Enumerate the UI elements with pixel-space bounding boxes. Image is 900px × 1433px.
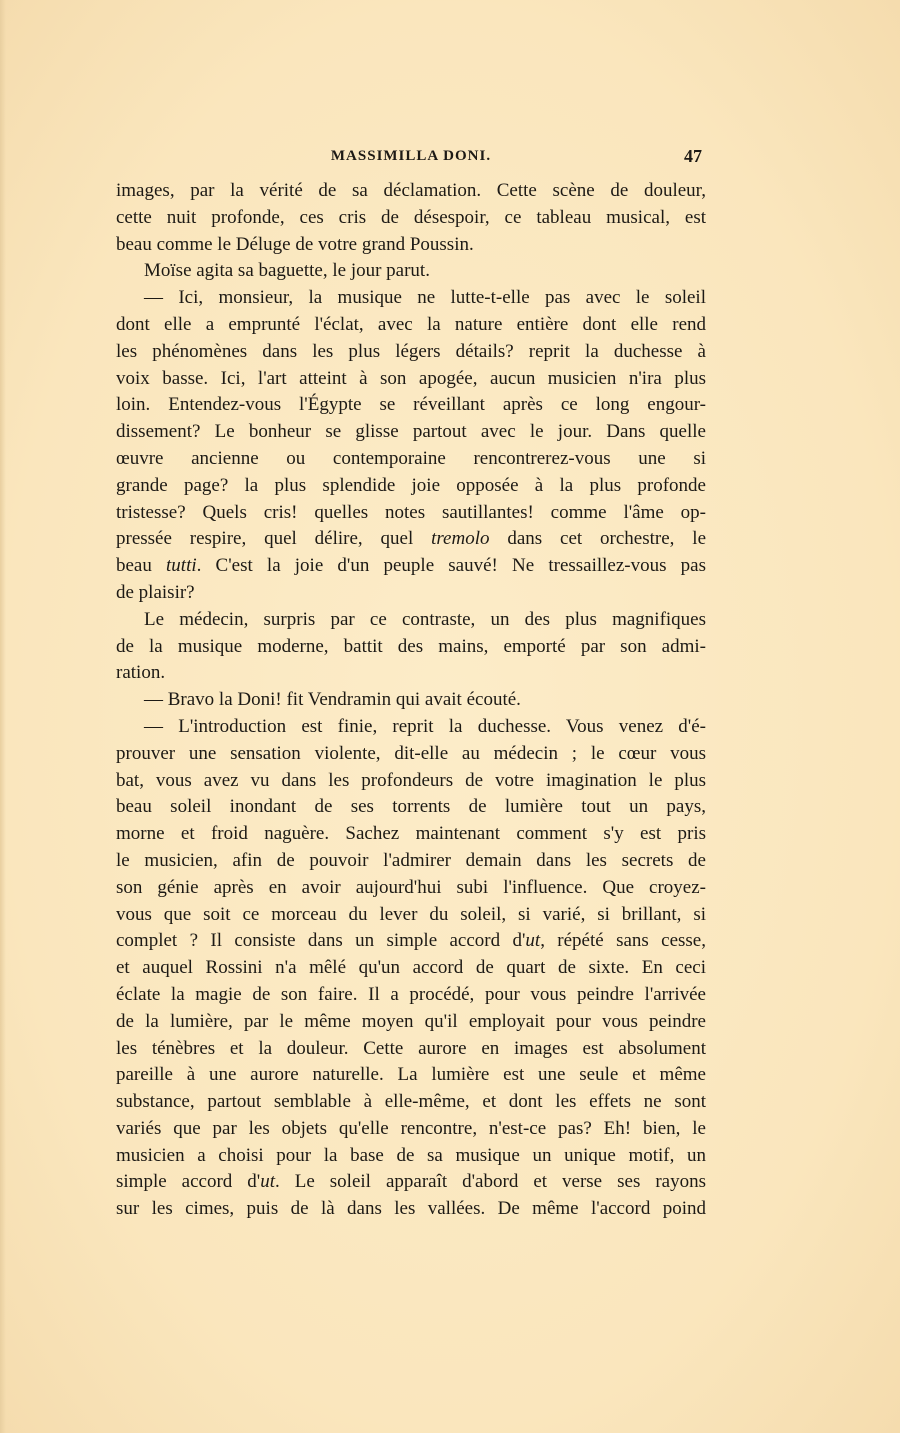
text-line: de la lumière, par le même moyen qu'il employait pour vous peindre: [116, 1010, 706, 1032]
text-line: dont elle a emprunté l'éclat, avec la nature entière dont elle rend: [116, 313, 706, 335]
text-line: [116, 928, 706, 955]
text-line: — Ici, monsieur, la musique ne lutte-t-elle pas avec le soleil: [144, 287, 706, 309]
text-line: musicien a choisi pour la base de sa musique un unique motif, un: [116, 1144, 706, 1166]
text-line: [116, 526, 706, 553]
text-line: cette nuit profonde, ces cris de désespoir, ce tableau musical, est: [116, 206, 706, 228]
text-line: bat, vous avez vu dans les profondeurs de votre imagination le plus: [116, 769, 706, 791]
text-line: variés que par les objets qu'elle rencontre, n'est-ce pas? Eh! bien, le: [116, 1117, 706, 1139]
italic-text: ut: [525, 930, 541, 952]
italic-text: tutti: [166, 555, 197, 577]
text-span: , répété sans cesse,: [540, 930, 706, 952]
text-line: grande page? la plus splendide joie opposée à la plus profonde: [116, 474, 706, 496]
text-line: [116, 553, 706, 580]
text-span: beau: [116, 555, 167, 577]
text-span: . C'est la joie d'un peuple sauvé! Ne tressaillez-vous pas: [196, 555, 706, 577]
body-text: [116, 178, 706, 1223]
text-line: prouver une sensation violente, dit-elle au médecin ; le cœur vous: [116, 742, 706, 764]
text-line: Le médecin, surpris par ce contraste, un des plus magnifiques: [144, 608, 706, 630]
text-line: les ténèbres et la douleur. Cette aurore en images est absolument: [116, 1037, 706, 1059]
text-line: pareille à une aurore naturelle. La lumière est une seule et même: [116, 1064, 706, 1086]
text-line: vous que soit ce morceau du lever du soleil, si varié, si brillant, si: [116, 903, 706, 925]
page-edge-shadow: [0, 0, 6, 1433]
text-line: beau comme le Déluge de votre grand Poussin.: [116, 233, 474, 255]
text-line: son génie après en avoir aujourd'hui subi l'influence. Que croyez-: [116, 876, 706, 898]
text-line: le musicien, afin de pouvoir l'admirer demain dans les secrets de: [116, 849, 706, 871]
text-span: . Le soleil apparaît d'abord et verse ses rayons: [275, 1171, 706, 1193]
italic-text: tremolo: [431, 528, 490, 550]
text-span: pressée respire, quel délire, quel: [116, 528, 432, 550]
text-line: tristesse? Quels cris! quelles notes sautillantes! comme l'âme op-: [116, 501, 706, 523]
text-line: dissement? Le bonheur se glisse partout avec le jour. Dans quelle: [116, 421, 706, 443]
running-head: [116, 146, 706, 170]
text-span: dans cet orchestre, le: [489, 528, 706, 550]
text-span: simple accord d': [116, 1171, 261, 1193]
text-line: Moïse agita sa baguette, le jour parut.: [144, 260, 430, 282]
text-line: morne et froid naguère. Sachez maintenant comment s'y est pris: [116, 823, 706, 845]
text-line: sur les cimes, puis de là dans les vallées. De même l'accord poind: [116, 1198, 706, 1220]
text-line: voix basse. Ici, l'art atteint à son apogée, aucun musicien n'ira plus: [116, 367, 706, 389]
italic-text: ut: [260, 1171, 275, 1193]
text-line: éclate la magie de son faire. Il a procédé, pour vous peindre l'arrivée: [116, 983, 706, 1005]
text-line: [116, 1169, 706, 1196]
page-number: 47: [684, 146, 702, 166]
text-line: — L'introduction est finie, reprit la duchesse. Vous venez d'é-: [144, 715, 706, 737]
running-title: MASSIMILLA DONI.: [330, 148, 492, 164]
text-span: complet ? Il consiste dans un simple accord d': [116, 930, 526, 952]
text-line: les phénomènes dans les plus légers détails? reprit la duchesse à: [116, 340, 706, 362]
text-line: — Bravo la Doni! fit Vendramin qui avait écouté.: [144, 689, 521, 711]
text-line: œuvre ancienne ou contemporaine rencontrerez-vous une si: [116, 447, 706, 469]
text-line: loin. Entendez-vous l'Égypte se réveillant après ce long engour-: [116, 394, 706, 416]
text-line: de la musique moderne, battit des mains, emporté par son admi-: [116, 635, 706, 657]
text-line: substance, partout semblable à elle-même, et dont les effets ne sont: [116, 1091, 706, 1113]
text-line: et auquel Rossini n'a mêlé qu'un accord de quart de sixte. En ceci: [116, 957, 706, 979]
text-line: images, par la vérité de sa déclamation. Cette scène de douleur,: [116, 180, 706, 201]
text-line: de plaisir?: [116, 581, 195, 603]
text-line: ration.: [116, 662, 166, 684]
text-line: beau soleil inondant de ses torrents de lumière tout un pays,: [116, 796, 706, 818]
